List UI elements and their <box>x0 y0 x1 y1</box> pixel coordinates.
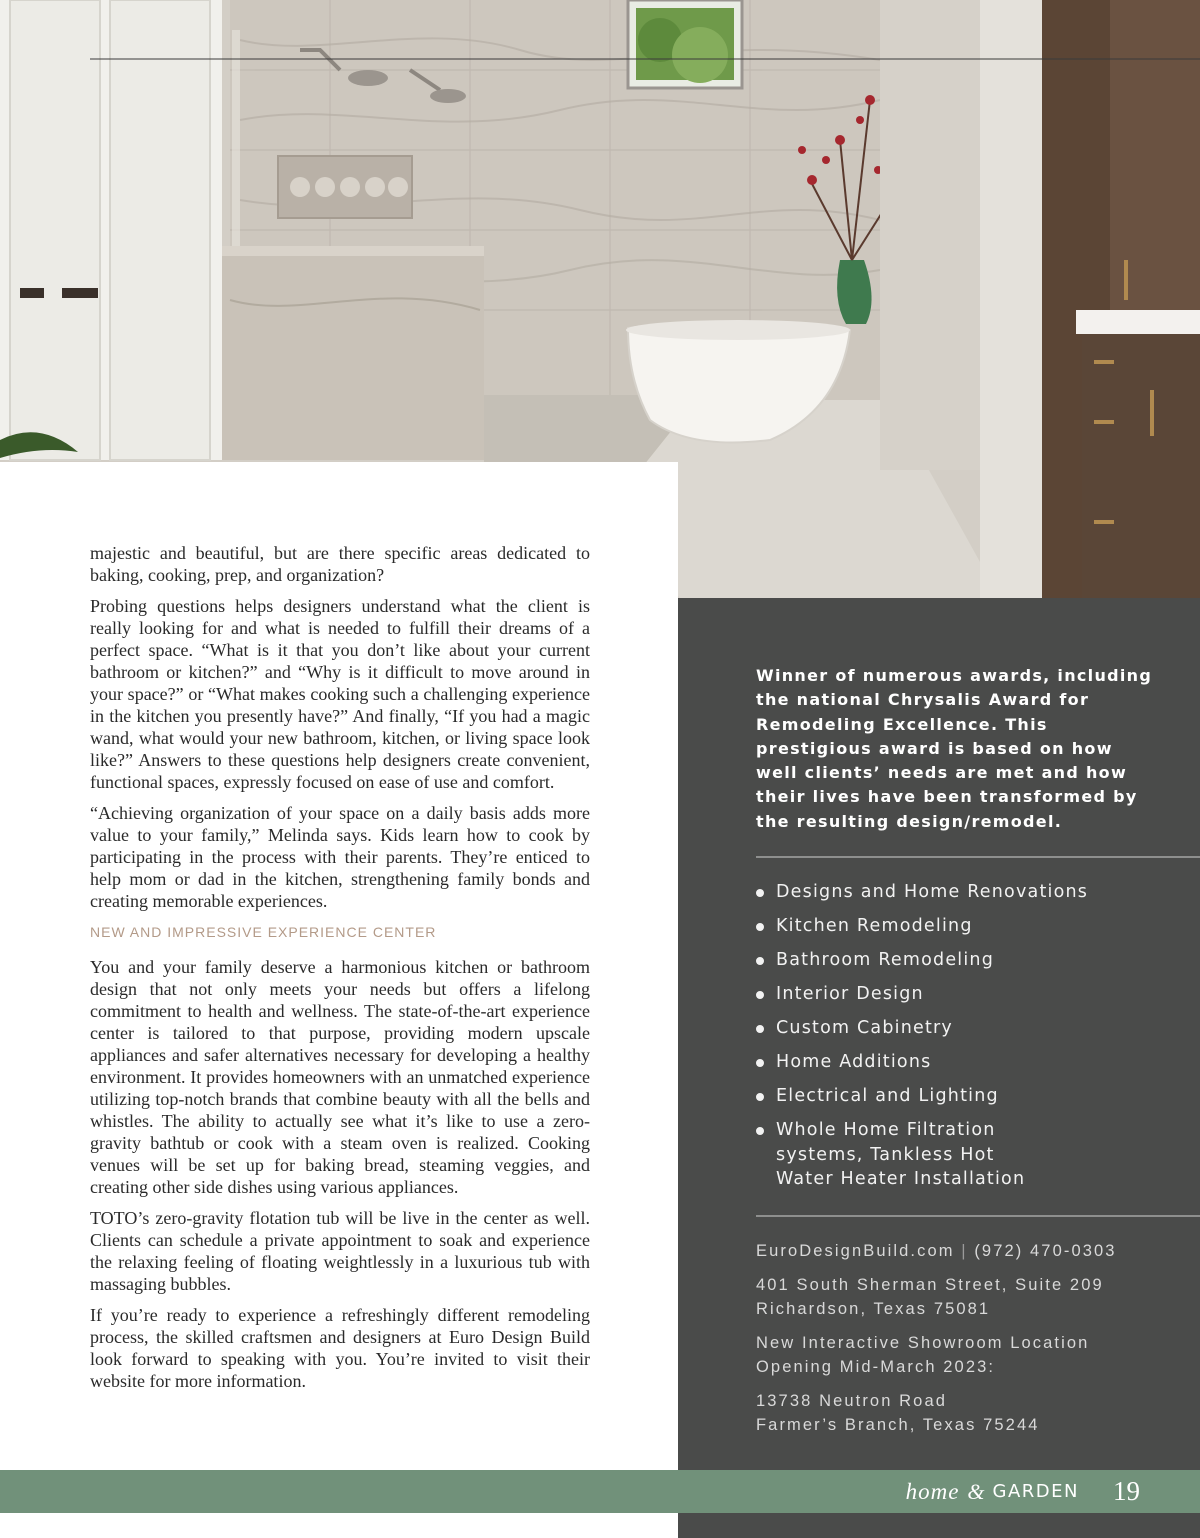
service-item <box>756 1016 1088 1041</box>
article-panel <box>0 462 678 1470</box>
showroom-line: Opening Mid-March 2023: <box>756 1358 996 1376</box>
bullet-icon <box>756 1127 764 1135</box>
article-paragraph: majestic and beautiful, but are there specific areas dedicated to baking, cooking, prep, and organization? <box>90 543 590 585</box>
magazine-name-amp: & <box>967 1478 985 1504</box>
article-paragraph: If you’re ready to experience a refreshingly different remodeling process, the skilled craftsmen and designers at Euro Design Build look forward to speaking with you. You’re invited to visit their website for more information. <box>90 1305 590 1391</box>
service-item <box>756 1084 1088 1109</box>
new-address-block <box>756 1389 1176 1437</box>
showroom-note <box>756 1331 1176 1379</box>
service-label: Designs and Home Renovations <box>776 882 1089 902</box>
service-item <box>756 1118 1046 1192</box>
separator: | <box>961 1242 968 1260</box>
bullet-icon <box>756 1059 764 1067</box>
article-paragraph: Probing questions helps designers understand what the client is really looking for and what is needed to fulfill their dreams of a perfect space. “What is it that you don’t like about your current bathroom or kitchen?” and “Why is it difficult to move around in your space?” or “What makes cooking such a challenging experience in the kitchen you presently have?” And finally, “If you had a magic wand, what would your new bathroom, kitchen, or living space look like?” Answers to these questions help designers create convenient, functional spaces, expressly focused on ease of use and comfort. <box>90 596 590 792</box>
footer-bar <box>0 1470 1200 1513</box>
article-column <box>90 542 590 1401</box>
service-item <box>756 914 1088 939</box>
address-line: 401 South Sherman Street, Suite 209 <box>756 1276 1104 1294</box>
bullet-icon <box>756 991 764 999</box>
info-sidebar <box>678 598 1200 1538</box>
service-item <box>756 982 1088 1007</box>
service-label: Kitchen Remodeling <box>776 916 973 936</box>
showroom-line: New Interactive Showroom Location <box>756 1334 1090 1352</box>
bullet-icon <box>756 889 764 897</box>
contact-block <box>756 1239 1176 1447</box>
article-paragraph: TOTO’s zero-gravity flotation tub will be live in the center as well. Clients can schedule a private appointment to soak and experience the relaxing feeling of floating weightlessly in a luxurious tub with massaging bubbles. <box>90 1208 590 1294</box>
magazine-name-garden: GARDEN <box>992 1481 1079 1502</box>
service-label: Custom Cabinetry <box>776 1018 953 1038</box>
bullet-icon <box>756 1093 764 1101</box>
magazine-name-home: home <box>905 1478 960 1504</box>
service-label: Bathroom Remodeling <box>776 950 995 970</box>
address-block <box>756 1273 1176 1321</box>
services-list <box>756 880 1088 1201</box>
service-label: Home Additions <box>776 1052 932 1072</box>
bullet-icon <box>756 957 764 965</box>
address-line: 13738 Neutron Road <box>756 1392 947 1410</box>
award-statement: Winner of numerous awards, including the national Chrysalis Award for Remodeling Excellence. This prestigious award is based on how well clients’ needs are met and how their lives have been transformed by the resulting design/remodel. <box>756 666 1153 831</box>
divider-rule <box>756 1215 1200 1217</box>
footer-folio <box>906 1476 1140 1507</box>
service-label: Interior Design <box>776 984 924 1004</box>
phone-number[interactable]: (972) 470-0303 <box>974 1242 1117 1260</box>
address-line: Richardson, Texas 75081 <box>756 1300 991 1318</box>
section-subhead: NEW AND IMPRESSIVE EXPERIENCE CENTER <box>90 924 437 940</box>
service-label: Electrical and Lighting <box>776 1086 999 1106</box>
website-link[interactable]: EuroDesignBuild.com <box>756 1242 955 1260</box>
divider-rule <box>756 856 1200 858</box>
service-label: Whole Home Filtration systems, Tankless Hot Water Heater Installation <box>776 1120 1026 1189</box>
service-item <box>756 948 1088 973</box>
article-paragraph: “Achieving organization of your space on a daily basis adds more value to your family,” Melinda says. Kids learn how to cook by participating in the process with their parents. They’re enticed to help mom or dad in the kitchen, strengthening family bonds and creating memorable experiences. <box>90 803 590 911</box>
bullet-icon <box>756 923 764 931</box>
contact-line <box>756 1239 1176 1263</box>
article-paragraph: You and your family deserve a harmonious kitchen or bathroom design that not only meets your needs but offers a lifelong commitment to health and wellness. The state-of-the-art experience center is tailored to that purpose, providing modern upscale appliances and safer alternatives necessary for developing a healthy environment. It provides homeowners with an unmatched experience utilizing top-notch brands that combine beauty with all the bells and whistles. The ability to actually see what it’s like to use a zero-gravity bathtub or cook with a steam oven is realized. Cooking venues will be set up for baking bread, steaming veggies, and creating other side dishes using various appliances. <box>90 957 590 1197</box>
bullet-icon <box>756 1025 764 1033</box>
page-number: 19 <box>1113 1476 1140 1506</box>
service-item <box>756 880 1088 905</box>
service-item <box>756 1050 1088 1075</box>
address-line: Farmer’s Branch, Texas 75244 <box>756 1416 1040 1434</box>
